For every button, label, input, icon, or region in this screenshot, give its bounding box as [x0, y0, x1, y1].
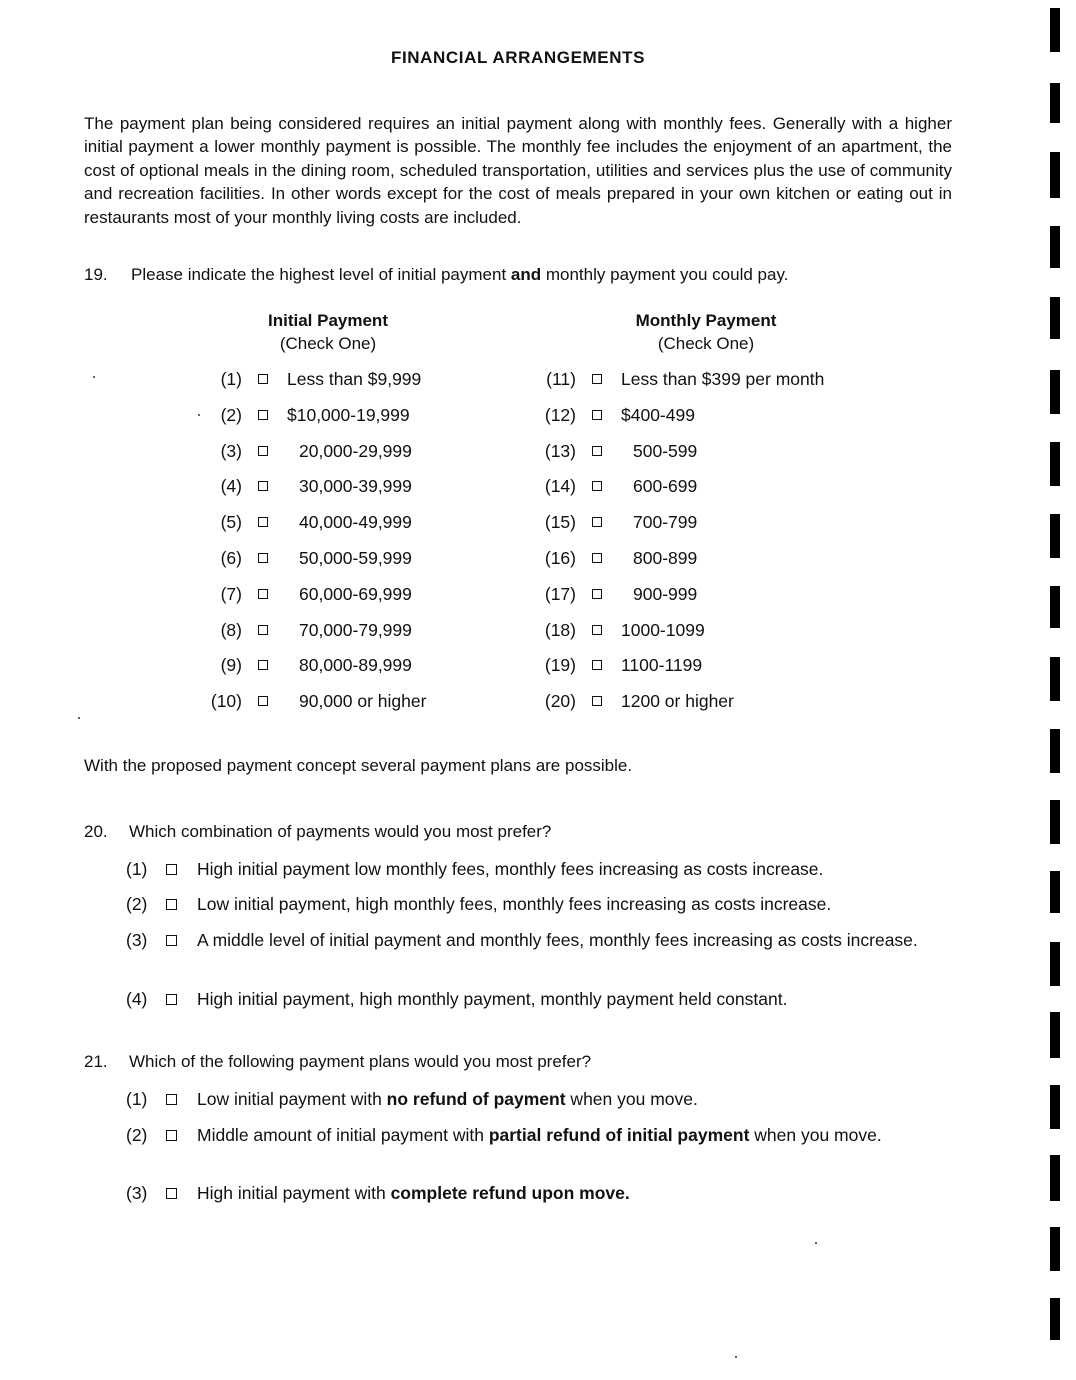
intro-paragraph: The payment plan being considered requires an initial payment along with monthly fees. Generally with a higher initial payment a lower monthly payment is possible. The monthly fee includes the enjoyment of an apartment, the cost of optional meals in the dining room, scheduled transportation, utilities and services plus the use of community and recreation facilities. In other words except for the cost of meals prepared in your own kitchen or eating out in restaurants most of your monthly living costs are included.: [84, 114, 952, 227]
binder-margin-bar: [1050, 152, 1060, 198]
option-label: 50,000-59,999: [299, 548, 412, 568]
option-text: [197, 1124, 953, 1146]
question-19-text-part: Please indicate the highest level of initial payment: [131, 265, 511, 284]
option-number: (6): [220, 548, 242, 568]
option-number: (2): [220, 404, 242, 425]
option-label: 1100-1199: [621, 655, 703, 676]
question-20-text: Which combination of payments would you most prefer?: [129, 822, 552, 841]
binder-margin-bar: [1050, 942, 1060, 986]
binder-margin-bar: [1050, 800, 1060, 844]
page-title: FINANCIAL ARRANGEMENTS: [390, 48, 646, 67]
option-number: (19): [544, 655, 576, 676]
payment-option-row: [0, 689, 1000, 713]
option-checkbox[interactable]: [592, 553, 602, 563]
monthly-payment-heading: Monthly Payment: [635, 311, 777, 330]
binder-margin-bar: [1050, 871, 1060, 913]
payment-option-row: [0, 546, 1000, 570]
scan-speck: [198, 414, 200, 416]
option-number: (16): [544, 548, 576, 568]
option-checkbox[interactable]: [166, 1130, 177, 1141]
option-text: High initial payment, high monthly payment, monthly payment held constant.: [197, 989, 788, 1009]
question-19-text-part: monthly payment you could pay.: [541, 265, 789, 284]
option-label: 80,000-89,999: [299, 655, 412, 676]
option-text-part: Middle amount of initial payment with: [197, 1125, 489, 1145]
option-text-part: High initial payment with: [197, 1183, 391, 1203]
option-label: 20,000-29,999: [299, 440, 412, 461]
payment-option-row: [0, 510, 1000, 534]
binder-margin-bar: [1050, 83, 1060, 123]
question-19-text-bold: and: [510, 265, 542, 284]
option-text: [197, 1182, 953, 1204]
scan-speck: [815, 1242, 817, 1244]
option-checkbox[interactable]: [166, 1188, 177, 1199]
option-checkbox[interactable]: [592, 589, 602, 599]
option-text-emphasis: complete refund upon move.: [390, 1183, 630, 1203]
binder-margin-bar: [1050, 514, 1060, 558]
payment-option-row: [0, 618, 1000, 642]
option-checkbox[interactable]: [592, 625, 602, 635]
binder-margin-bar: [1050, 370, 1060, 414]
option-label: 30,000-39,999: [299, 476, 412, 497]
option-checkbox[interactable]: [166, 994, 177, 1005]
option-number: (10): [210, 691, 242, 712]
option-text: High initial payment low monthly fees, monthly fees increasing as costs increase.: [197, 859, 824, 879]
scan-speck: [93, 376, 95, 378]
option-checkbox[interactable]: [592, 410, 602, 420]
initial-payment-heading: Initial Payment: [268, 311, 388, 330]
scan-speck: [78, 717, 80, 719]
binder-margin-bar: [1050, 1012, 1060, 1058]
option-label: 600-699: [633, 476, 698, 497]
payment-option-row: [0, 653, 1000, 677]
option-checkbox[interactable]: [166, 935, 177, 946]
option-checkbox[interactable]: [592, 374, 602, 384]
binder-margin-bar: [1050, 297, 1060, 339]
option-checkbox[interactable]: [166, 864, 177, 875]
option-text: A middle level of initial payment and monthly fees, monthly fees increasing as costs increase.: [197, 930, 918, 950]
binder-margin-bar: [1050, 729, 1060, 773]
option-label: 60,000-69,999: [299, 583, 412, 604]
option-checkbox[interactable]: [592, 517, 602, 527]
option-number: (4): [126, 989, 148, 1009]
initial-payment-subheading: (Check One): [279, 334, 377, 353]
option-label: 70,000-79,999: [299, 619, 412, 640]
option-label: $400-499: [621, 404, 695, 425]
option-text-emphasis: no refund of payment: [386, 1089, 566, 1109]
option-label: 900-999: [633, 583, 698, 604]
option-text: [197, 1088, 953, 1110]
option-label: 40,000-49,999: [299, 512, 412, 533]
option-number: (1): [126, 1089, 148, 1109]
monthly-payment-subheading: (Check One): [657, 334, 755, 353]
option-number: (3): [126, 1183, 148, 1203]
option-number: (20): [544, 691, 576, 712]
option-label: $10,000-19,999: [287, 404, 410, 425]
question-21-text: Which of the following payment plans would you most prefer?: [129, 1052, 592, 1071]
option-number: (1): [126, 859, 148, 879]
option-label: 1200 or higher: [621, 691, 734, 712]
option-number: (7): [220, 583, 242, 604]
option-number: (8): [220, 619, 242, 640]
option-label: Less than $9,999: [287, 369, 422, 389]
option-number: (1): [220, 369, 242, 389]
payment-option-row: [0, 403, 1000, 427]
binder-margin-bar: [1050, 657, 1060, 701]
binder-margin-bar: [1050, 1227, 1060, 1271]
binder-margin-bar: [1050, 1298, 1060, 1340]
option-number: (17): [544, 583, 576, 604]
option-number: (13): [544, 440, 576, 461]
option-number: (2): [126, 1125, 148, 1145]
option-text-part: Low initial payment with: [197, 1089, 387, 1109]
option-label: 700-799: [633, 512, 698, 533]
option-label: 500-599: [633, 440, 698, 461]
option-text-emphasis: partial refund of initial payment: [488, 1125, 750, 1145]
option-label: 1000-1099: [621, 619, 705, 640]
option-number: (5): [220, 512, 242, 533]
option-number: (18): [544, 619, 576, 640]
payment-option-row: [0, 367, 1000, 391]
question-20-number: 20.: [84, 822, 108, 841]
question-21-number: 21.: [84, 1052, 108, 1071]
option-number: (11): [546, 369, 576, 389]
option-number: (3): [126, 930, 148, 950]
option-number: (14): [544, 476, 576, 497]
initial-payment-header: [228, 309, 428, 355]
binder-margin-bar: [1050, 586, 1060, 628]
option-number: (4): [220, 476, 242, 497]
option-checkbox[interactable]: [592, 481, 602, 491]
question-19-number: 19.: [84, 265, 108, 284]
transition-text: With the proposed payment concept several payment plans are possible.: [84, 756, 633, 775]
monthly-payment-header: [606, 309, 806, 355]
payment-option-row: [0, 439, 1000, 463]
option-text-part: when you move.: [565, 1089, 698, 1109]
option-text: Low initial payment, high monthly fees, monthly fees increasing as costs increase.: [197, 894, 832, 914]
binder-margin-bar: [1050, 226, 1060, 268]
payment-option-row: [0, 582, 1000, 606]
payment-option-row: [0, 474, 1000, 498]
option-label: 800-899: [633, 548, 698, 568]
option-label: 90,000 or higher: [299, 691, 427, 712]
binder-margin-bar: [1050, 442, 1060, 486]
scan-speck: [735, 1356, 737, 1358]
option-checkbox[interactable]: [166, 1094, 177, 1105]
option-number: (3): [220, 440, 242, 461]
option-number: (12): [544, 404, 576, 425]
option-checkbox[interactable]: [592, 660, 602, 670]
option-checkbox[interactable]: [592, 446, 602, 456]
binder-margin-bar: [1050, 1085, 1060, 1129]
binder-margin-bar: [1050, 1155, 1060, 1201]
option-checkbox[interactable]: [592, 696, 602, 706]
option-checkbox[interactable]: [166, 899, 177, 910]
option-text-part: when you move.: [749, 1125, 882, 1145]
option-number: (9): [220, 655, 242, 676]
question-19-text: [131, 265, 788, 285]
option-number: (2): [126, 894, 148, 914]
option-number: (15): [544, 512, 576, 533]
binder-margin-bar: [1050, 8, 1060, 52]
option-label: Less than $399 per month: [621, 369, 825, 389]
